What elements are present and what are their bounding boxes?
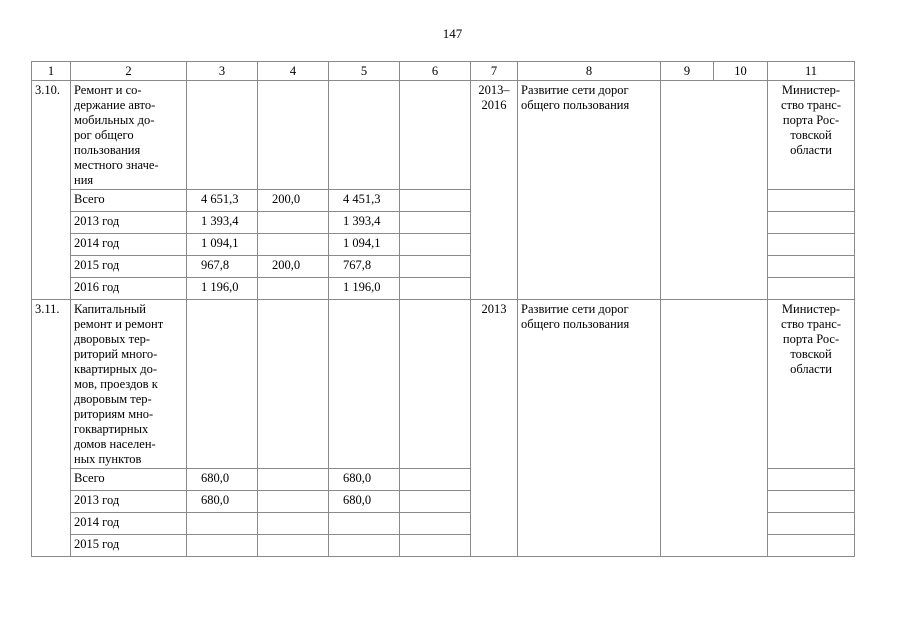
item-period: 2013: [471, 300, 518, 557]
column-header: 3: [187, 62, 258, 81]
sub-label: 2014 год: [71, 234, 187, 256]
value-col4: [258, 491, 329, 513]
value-total: [187, 535, 258, 557]
sub-label: 2014 год: [71, 513, 187, 535]
value-col5: 1 196,0: [329, 278, 400, 300]
item-result: Развитие сети дорог общего пользования: [518, 81, 661, 300]
value-col4: [258, 278, 329, 300]
value-col4: [258, 469, 329, 491]
item-id: 3.11.: [32, 300, 71, 557]
program-table: [31, 61, 855, 557]
value-col4: 200,0: [258, 190, 329, 212]
item-name: Капитальный ремонт и ремонт дворовых тер- риторий много- квартирных до- мов, проездов к дворовым тер- риториям мно- гоквартирных домов населен- ных пунктов: [71, 300, 187, 469]
value-col5: 680,0: [329, 469, 400, 491]
table-row: [32, 81, 855, 190]
value-total: 1 393,4: [187, 212, 258, 234]
sub-label: 2015 год: [71, 535, 187, 557]
sub-label: Всего: [71, 469, 187, 491]
item-period: 2013– 2016: [471, 81, 518, 300]
value-col4: [258, 212, 329, 234]
item-executor: Министер- ство транс- порта Рос- товской области: [768, 300, 855, 469]
value-total: 1 094,1: [187, 234, 258, 256]
value-col5: 1 393,4: [329, 212, 400, 234]
column-header: 5: [329, 62, 400, 81]
sub-label: 2013 год: [71, 212, 187, 234]
item-name: Ремонт и со- держание авто- мобильных до- рог общего пользования местного значе- ния: [71, 81, 187, 190]
column-number-row: [32, 62, 855, 81]
sub-label: 2016 год: [71, 278, 187, 300]
column-header: 9: [661, 62, 714, 81]
value-total: [187, 513, 258, 535]
value-total: 680,0: [187, 491, 258, 513]
column-header: 2: [71, 62, 187, 81]
sub-label: 2013 год: [71, 491, 187, 513]
item-executor: Министер- ство транс- порта Рос- товской области: [768, 81, 855, 190]
column-header: 7: [471, 62, 518, 81]
sub-label: 2015 год: [71, 256, 187, 278]
column-header: 4: [258, 62, 329, 81]
item-id: 3.10.: [32, 81, 71, 300]
value-total: 967,8: [187, 256, 258, 278]
value-total: 680,0: [187, 469, 258, 491]
sub-label: Всего: [71, 190, 187, 212]
table-row: [32, 300, 855, 469]
value-col4: [258, 234, 329, 256]
column-header: 8: [518, 62, 661, 81]
value-col5: [329, 535, 400, 557]
value-col4: 200,0: [258, 256, 329, 278]
value-col5: 4 451,3: [329, 190, 400, 212]
page-number: 147: [442, 26, 463, 41]
value-total: 4 651,3: [187, 190, 258, 212]
column-header: 10: [714, 62, 768, 81]
value-total: 1 196,0: [187, 278, 258, 300]
value-col4: [258, 513, 329, 535]
value-col5: 680,0: [329, 491, 400, 513]
item-result: Развитие сети дорог общего пользования: [518, 300, 661, 557]
column-header: 11: [768, 62, 855, 81]
value-col5: [329, 513, 400, 535]
column-header: 1: [32, 62, 71, 81]
value-col5: 1 094,1: [329, 234, 400, 256]
column-header: 6: [400, 62, 471, 81]
value-col4: [258, 535, 329, 557]
value-col5: 767,8: [329, 256, 400, 278]
